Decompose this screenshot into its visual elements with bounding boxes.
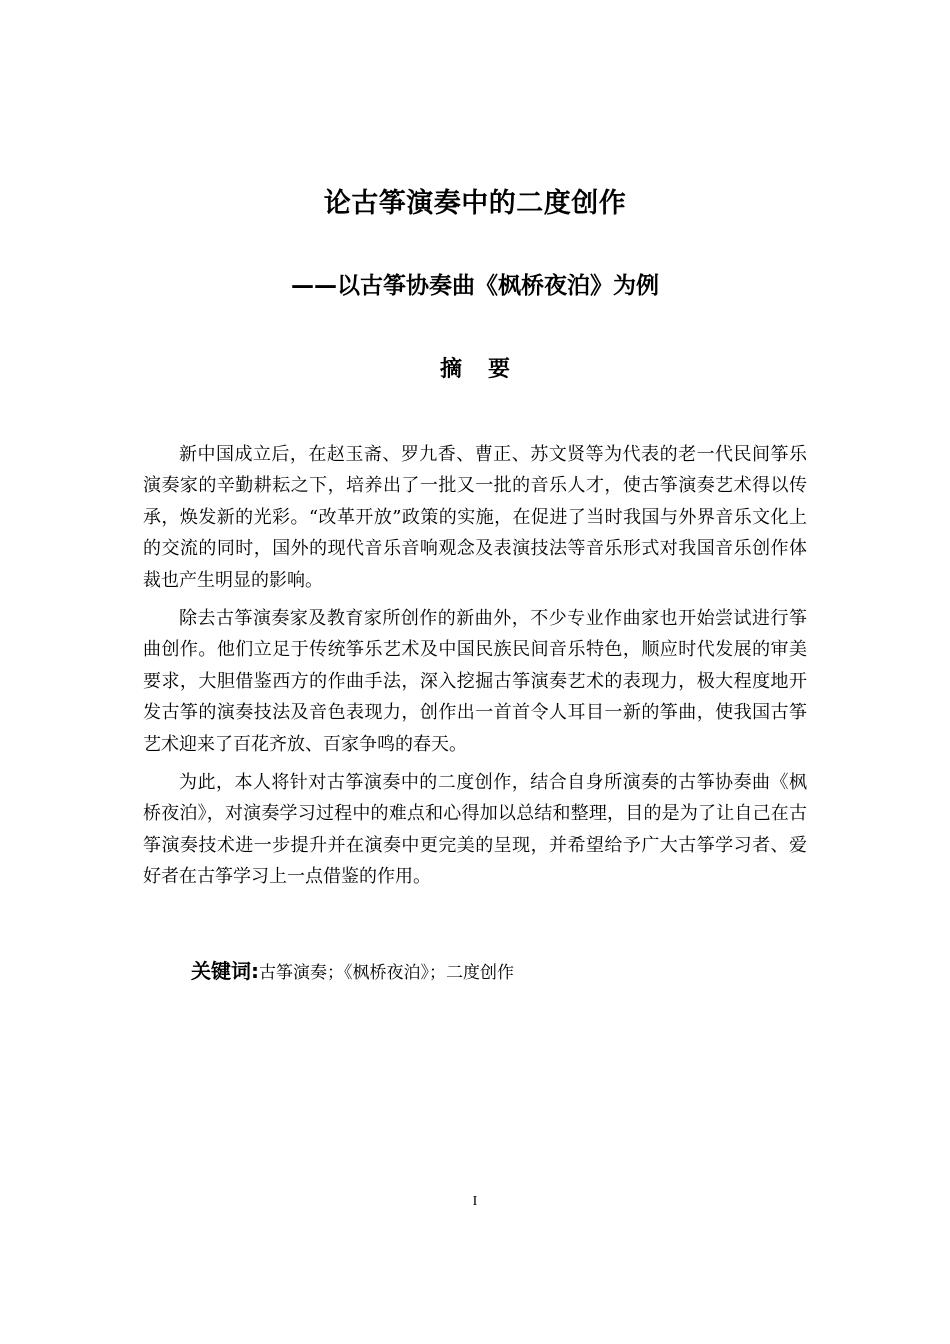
paper-subtitle: ——以古筝协奏曲《枫桥夜泊》为例	[291, 273, 659, 299]
keywords-value: 古筝演奏；《枫桥夜泊》；二度创作	[259, 963, 514, 983]
keywords-line	[191, 955, 791, 990]
abstract-heading: 摘要	[439, 357, 536, 382]
abstract-paragraph: 除去古筝演奏家及教育家所创作的新曲外，不少专业作曲家也开始尝试进行筝曲创作。他们立足于传统筝乐艺术及中国民族民间音乐特色，顺应时代发展的审美要求，大胆借鉴西方的作曲手法，深入挖掘古筝演奏艺术的表现力，极大程度地开发古筝的演奏技法及音色表现力，创作出一首首令人耳目一新的筝曲，使我国古筝艺术迎来了百花齐放、百家争鸣的春天。	[143, 608, 807, 755]
page-number: I	[472, 1194, 478, 1209]
paper-title: 论古筝演奏中的二度创作	[323, 188, 627, 219]
keywords-label: 关键词:	[191, 959, 259, 983]
abstract-body	[143, 439, 807, 900]
abstract-paragraph: 新中国成立后，在赵玉斋、罗九香、曹正、苏文贤等为代表的老一代民间筝乐演奏家的辛勤耕耘之下，培养出了一批又一批的音乐人才，使古筝演奏艺术得以传承，焕发新的光彩。“改革开放”政策的实施，在促进了当时我国与外界音乐文化上的交流的同时，国外的现代音乐音响观念及表演技法等音乐形式对我国音乐创作体裁也产生明显的影响。	[143, 444, 807, 591]
abstract-paragraph: 为此，本人将针对古筝演奏中的二度创作，结合自身所演奏的古筝协奏曲《枫桥夜泊》，对演奏学习过程中的难点和心得加以总结和整理，目的是为了让自己在古筝演奏技术进一步提升并在演奏中更完美的呈现，并希望给予广大古筝学习者、爱好者在古筝学习上一点借鉴的作用。	[143, 772, 807, 888]
